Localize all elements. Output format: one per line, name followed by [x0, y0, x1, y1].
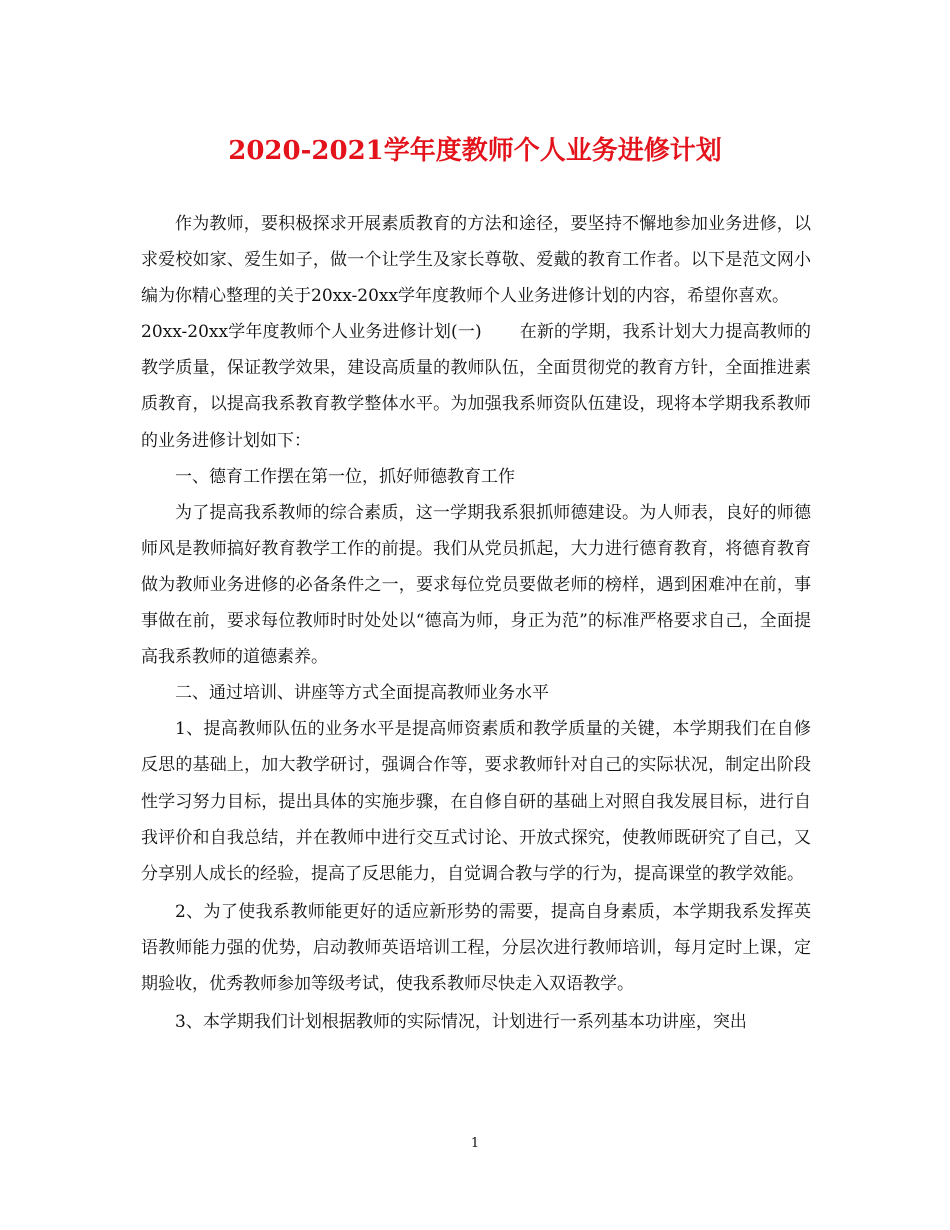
section-heading-2: 二、通过培训、讲座等方式全面提高教师业务水平	[175, 683, 549, 704]
paragraph-plan-one	[141, 314, 811, 458]
section-heading-1: 一、德育工作摆在第一位，抓好师德教育工作	[175, 466, 515, 487]
paragraph-item-2: 2、为了使我系教师能更好的适应新形势的需要，提高自身素质，本学期我系发挥英语教师能力强的优势，启动教师英语培训工程，分层次进行教师培训，每月定时上课，定期验收，优秀教师参加等级考试，使我系教师尽快走入双语教学。	[141, 901, 811, 994]
paragraph-ethics: 为了提高我系教师的综合素质，这一学期我系狠抓师德建设。为人师表，良好的师德师风是教师搞好教育教学工作的前提。我们从党员抓起，大力进行德育教育，将德育教育做为教师业务进修的必备条件之一，要求每位党员要做老师的榜样，遇到困难冲在前，事事做在前，要求每位教师时时处处以“德高为师，身正为范”的标准严格要求自己，全面提高我系教师的道德素养。	[141, 502, 811, 668]
plan-subtitle: 20xx-20xx学年度教师个人业务进修计划(一)	[141, 322, 482, 343]
plan-body: 在新的学期，我系计划大力提高教师的教学质量，保证教学效果，建设高质量的教师队伍，全面贯彻党的教育方针，全面推进素质教育，以提高我系教育教学整体水平。为加强我系师资队伍建设，现将本学期我系教师的业务进修计划如下：	[141, 322, 811, 451]
document-title: 2020-2021学年度教师个人业务进修计划	[228, 136, 722, 166]
paragraph-item-3: 3、本学期我们计划根据教师的实际情况，计划进行一系列基本功讲座，突出	[175, 1012, 747, 1033]
paragraph-item-1: 1、提高教师队伍的业务水平是提高师资素质和教学质量的关键，本学期我们在自修反思的基础上，加大教学研讨，强调合作等，要求教师针对自己的实际状况，制定出阶段性学习努力目标，提出具体的实施步骤，在自修自研的基础上对照自我发展目标，进行自我评价和自我总结，并在教师中进行交互式讨论、开放式探究，使教师既研究了自己，又分享别人成长的经验，提高了反思能力，自觉调合教与学的行为，提高课堂的教学效能。	[141, 719, 811, 884]
page-number: 1	[470, 1136, 480, 1151]
paragraph-intro: 作为教师，要积极探求开展素质教育的方法和途径，要坚持不懈地参加业务进修，以求爱校如家、爱生如子，做一个让学生及家长尊敬、爱戴的教育工作者。以下是范文网小编为你精心整理的关于20xx-20xx学年度教师个人业务进修计划的内容，希望你喜欢。	[141, 214, 811, 307]
document-body	[141, 206, 811, 1040]
